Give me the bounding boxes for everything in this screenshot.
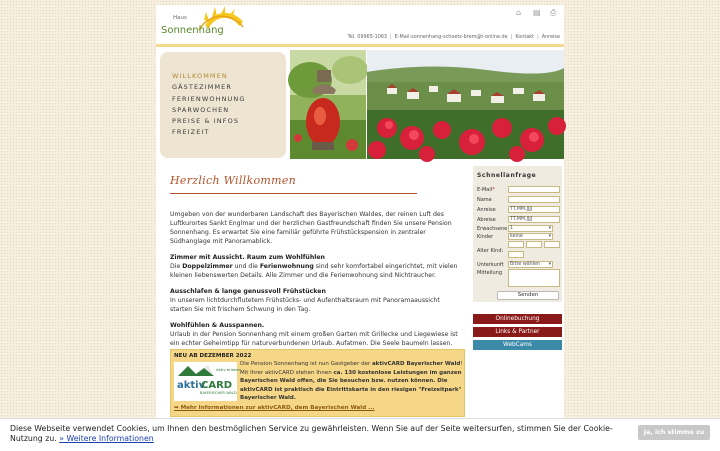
- cookie-info-link[interactable]: » Weitere Informationen: [59, 433, 154, 443]
- aktivcard-logo[interactable]: [174, 362, 242, 401]
- quick-request-form: [473, 166, 562, 302]
- erwachsene-select[interactable]: 1 ▾: [510, 226, 551, 231]
- top-icons: [516, 9, 558, 17]
- unterkunft-label: Unterkunft: [477, 262, 504, 268]
- main-nav: [160, 52, 286, 158]
- section-fruehstueck: Ausschlafen & lange genussvoll Frühstücken In unserem lichtdurchflutetem Frühstücks- und Aufenthaltsraum mit Panoramaaussicht starten Sie mit frischem Schwung in den Tag.: [170, 288, 440, 313]
- alter-kind-field[interactable]: [526, 241, 542, 248]
- home-icon[interactable]: ⌂: [516, 8, 522, 17]
- svg-text:Haus: Haus: [173, 15, 187, 21]
- aktivcard-more-link[interactable]: ➡ Mehr Informationen zur aktivCARD, dem Bayerischen Wald ...: [174, 405, 375, 411]
- unterkunft-select[interactable]: Bitte wählen ▾: [510, 262, 551, 267]
- kontakt-link[interactable]: Kontakt: [515, 34, 535, 40]
- nav-item-willkommen[interactable]: WILLKOMMEN: [172, 72, 228, 80]
- kinder-select[interactable]: keine ▾: [510, 234, 551, 239]
- svg-text:CARD: CARD: [201, 380, 233, 391]
- onlinebuchung-button[interactable]: Onlinebuchung: [473, 314, 562, 324]
- page-container: [156, 5, 564, 450]
- cookie-accept-button[interactable]: Ja, ich stimme zu: [638, 425, 710, 440]
- message-textarea[interactable]: [508, 269, 560, 287]
- section-wohlfuehlen: Wohlfühlen & Ausspannen. Urlaub in der Pension Sonnenhang mit einem großen Garten mit Grillecke und Liegewiese ist ein echter Geheimtipp für naturverbundenen Urlaub. Aufatmen. Die Seele baumeln lassen.: [170, 322, 458, 347]
- alter-kind-field[interactable]: [508, 241, 524, 248]
- nav-item-freizeit[interactable]: FREIZEIT: [172, 128, 210, 137]
- abreise-field[interactable]: TT.MM.JJJJ: [508, 216, 560, 223]
- section-zimmer: Zimmer mit Aussicht. Raum zum Wohlfühlen Die Doppelzimmer und die Ferienwohnung sind sehr komfortabel eingerichtet, mit vielen kleinen liebenswerten Details. Alle Zimmer und die Ferienwohnung sind Nichtraucher.: [170, 254, 458, 279]
- erwachsene-label: Erwachsene: [477, 226, 508, 232]
- nav-item-preise-infos[interactable]: PREISE & INFOS: [172, 117, 240, 126]
- section-heading: Zimmer mit Aussicht. Raum zum Wohlfühlen: [170, 254, 325, 261]
- anreise-link[interactable]: Anreise: [541, 34, 560, 40]
- village-photo: [367, 50, 564, 159]
- svg-text:Aktiv erleben: Aktiv erleben: [216, 367, 242, 372]
- alter-kind-label: Alter Kind:: [477, 248, 504, 254]
- header-rule: [156, 44, 564, 47]
- sitemap-icon[interactable]: ▤: [533, 8, 541, 17]
- svg-text:aktiv: aktiv: [177, 380, 206, 391]
- cookie-banner: [0, 418, 720, 451]
- aktivcard-box: [170, 349, 465, 417]
- logo[interactable]: [159, 6, 244, 43]
- intro-text: Umgeben von der wunderbaren Landschaft des Bayerischen Waldes, der reinen Luft des Luftkurortes Sankt Englmar und der herzlichen Gastfreundschaft finden Sie unsere Pension Sonnenhang. Es erwartet Sie eine familiär geführte Frühstückspension in zentraler Südhanglage mit Panoramablick.: [170, 211, 452, 245]
- svg-text:Sonnenhang: Sonnenhang: [161, 25, 224, 36]
- alter-kind-field[interactable]: [508, 251, 524, 258]
- section-heading: Ausschlafen & lange genussvoll Frühstücken: [170, 288, 326, 295]
- lantern-photo: [290, 50, 366, 159]
- print-icon[interactable]: ⎙: [550, 8, 557, 17]
- webcams-button[interactable]: WebCams: [473, 340, 562, 350]
- nav-item-ferienwohnung[interactable]: FERIENWOHNUNG: [172, 94, 246, 103]
- alter-kind-field[interactable]: [544, 241, 560, 248]
- sidebar: [473, 166, 562, 350]
- main-content: [170, 171, 463, 348]
- email-link[interactable]: E-Mail:sonnenhang-schoetz-brem@t-online.de: [394, 34, 508, 40]
- abreise-label: Abreise: [477, 217, 496, 223]
- aktivcard-text: Die Pension Sonnenhang ist nun Gastgeber der aktivCARD Bayerischer Wald! Mit Ihrer aktivCARD stehen Ihnen ca. 130 kostenlose Leistungen im ganzen Bayerischen Wald offen, die Sie besuchen bzw. nutzen können. Die aktivCARD ist praktisch die Eintrittskarte in den riesigen "Freizeitpark" Bayerischer Wald.: [240, 361, 463, 401]
- aktivcard-heading: NEU AB DEZEMBER 2022: [174, 353, 252, 359]
- page-title: Herzlich Willkommen: [170, 174, 297, 187]
- email-label: E-Mail*: [477, 187, 495, 193]
- cookie-message: Diese Webseite verwendet Cookies, um Ihnen den bestmöglichen Service zu gewährleisten. Wenn Sie auf der Seite weitersurfen, stimmen Sie der Cookie-Nutzung zu. » Weitere Informationen: [10, 424, 613, 443]
- name-field[interactable]: [508, 196, 560, 203]
- name-label: Name: [477, 197, 492, 203]
- nav-item-sparwochen[interactable]: SPARWOCHEN: [172, 105, 230, 114]
- header: [156, 5, 564, 43]
- phone-text: Tel. 09965-1063: [347, 34, 388, 40]
- kinder-label: Kinder: [477, 234, 494, 240]
- anreise-field[interactable]: TT.MM.JJJJ: [508, 206, 560, 213]
- title-underline: [170, 193, 417, 194]
- section-heading: Wohlfühlen & Ausspannen.: [170, 322, 265, 329]
- form-title: Schnellanfrage: [477, 172, 537, 179]
- senden-button[interactable]: Senden: [497, 291, 559, 300]
- email-field[interactable]: [508, 186, 560, 193]
- mitteilung-label: Mitteilung: [477, 270, 502, 276]
- svg-text:BAYERISCHER WALD: BAYERISCHER WALD: [200, 391, 237, 395]
- links-partner-button[interactable]: Links & Partner: [473, 327, 562, 337]
- anreise-label: Anreise: [477, 207, 496, 213]
- nav-item-gaestezimmer[interactable]: GÄSTEZIMMER: [172, 83, 232, 92]
- top-links: Tel. 09965-1063 | E-Mail:sonnenhang-schoetz-brem@t-online.de | Kontakt | Anreise: [347, 34, 560, 40]
